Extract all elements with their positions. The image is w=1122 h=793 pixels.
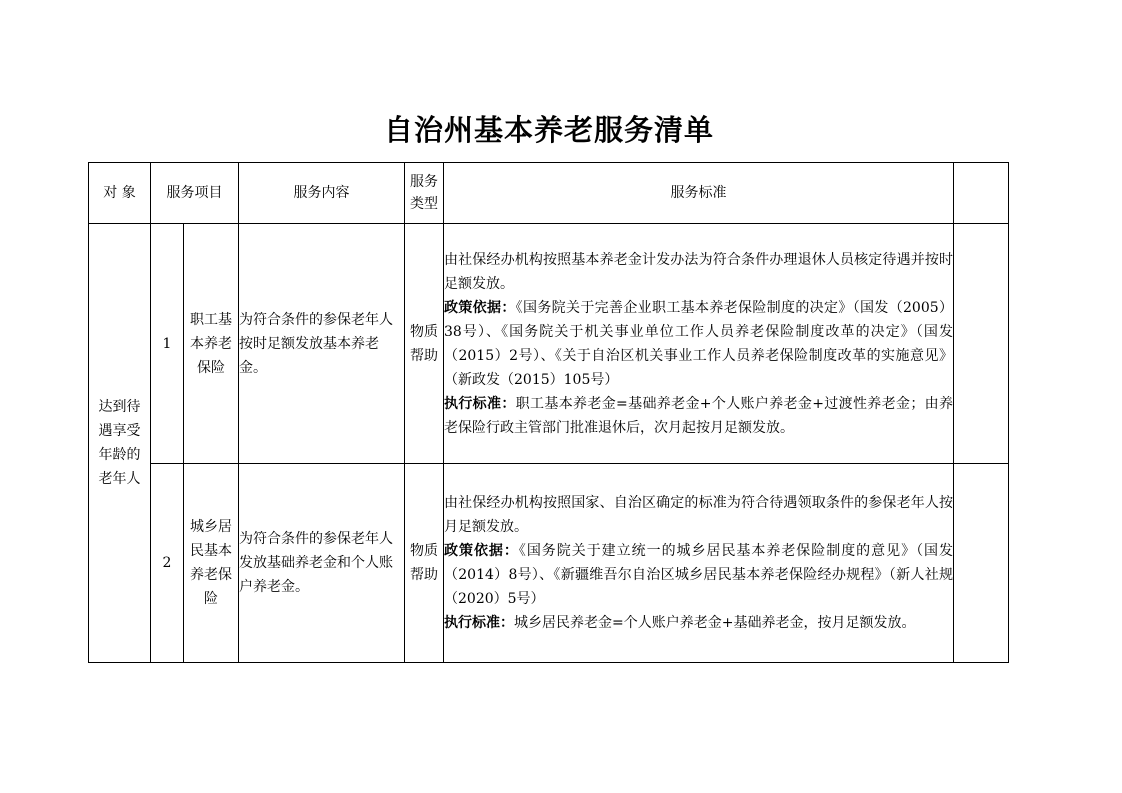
target-group-cell: 达到待遇享受年龄的老年人 <box>89 224 151 663</box>
header-type: 服务类型 <box>405 163 444 224</box>
extra-cell <box>954 224 1009 464</box>
service-standard-cell <box>444 224 954 464</box>
exec-label: 执行标准： <box>444 395 516 412</box>
service-item-cell: 城乡居民基本养老保险 <box>184 464 239 663</box>
standard-intro: 由社保经办机构按照基本养老金计发办法为符合条件办理退休人员核定待遇并按时足额发放。 <box>444 251 953 292</box>
policy-label: 政策依据： <box>444 299 516 316</box>
service-type-cell: 物质帮助 <box>405 224 444 464</box>
header-item: 服务项目 <box>151 163 239 224</box>
exec-text: 职工基本养老金=基础养老金+个人账户养老金+过渡性养老金；由养老保险行政主管部门批准退休后，次月起按月足额发放。 <box>444 395 953 436</box>
header-extra <box>954 163 1009 224</box>
execution-standard <box>444 392 953 440</box>
header-content: 服务内容 <box>239 163 405 224</box>
execution-standard <box>444 611 953 635</box>
row-number: 1 <box>151 224 184 464</box>
service-type-cell: 物质帮助 <box>405 464 444 663</box>
policy-label: 政策依据： <box>444 543 519 559</box>
service-content-cell: 为符合条件的参保老年人发放基础养老金和个人账户养老金。 <box>239 464 405 663</box>
policy-basis <box>444 296 953 392</box>
standard-intro: 由社保经办机构按照国家、自治区确定的标准为符合待遇领取条件的参保老年人按月足额发放。 <box>444 495 953 535</box>
service-content-cell: 为符合条件的参保老年人按时足额发放基本养老金。 <box>239 224 405 464</box>
policy-text: 《国务院关于完善企业职工基本养老保险制度的决定》（国发（2005）38号）、《国务院关于机关事业单位工作人员养老保险制度改革的决定》（国发（2015）2号）、《关于自治区机关事业工作人员养老保险制度改革的实施意见》（新政发（2015）105号） <box>444 299 953 388</box>
policy-basis <box>444 539 953 611</box>
exec-text: 城乡居民养老金=个人账户养老金+基础养老金，按月足额发放。 <box>514 615 916 631</box>
header-standard: 服务标准 <box>444 163 954 224</box>
row-number: 2 <box>151 464 184 663</box>
exec-label: 执行标准： <box>444 615 514 631</box>
page-title: 自治州基本养老服务清单 <box>383 113 714 147</box>
policy-text: 《国务院关于建立统一的城乡居民基本养老保险制度的意见》（国发（2014）8号）、《新疆维吾尔自治区城乡居民基本养老保险经办规程》（新人社规（2020）5号） <box>444 543 954 607</box>
service-standard-cell <box>444 464 954 663</box>
extra-cell <box>954 464 1009 663</box>
table-row <box>89 224 1009 464</box>
header-target: 对 象 <box>89 163 151 224</box>
table-row <box>89 464 1009 663</box>
service-item-cell: 职工基本养老保险 <box>184 224 239 464</box>
header-row <box>89 163 1009 224</box>
service-table <box>88 162 1009 663</box>
